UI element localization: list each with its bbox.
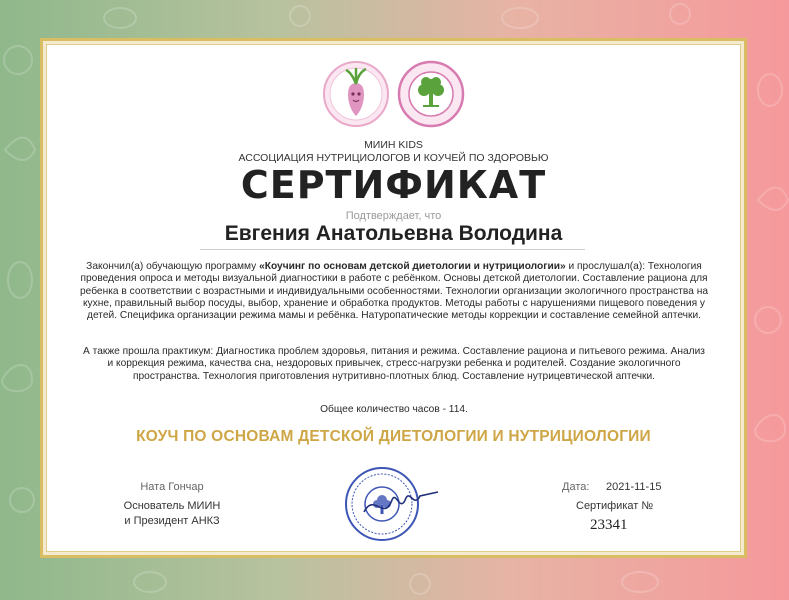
- date-value: 2021-11-15: [606, 481, 662, 493]
- certificate-number: 23341: [590, 517, 628, 533]
- total-hours: Общее количество часов - 114.: [320, 404, 468, 415]
- program-description: [80, 261, 708, 322]
- signatory-role-line2: и Президент АНКЗ: [124, 515, 220, 527]
- practicum-description: А также прошла практикум: Диагностика проблем здоровья, питания и режима. Составление рациона и питьевого режима. Анализ и коррекция режима, качества сна, нездоровых привычек, стресс-нагрузки ребенка и родителей. Создание экологичного пространства. Технология приготовления нутритивно-плотных блюд. Составление нутрицевтической аптечки.: [83, 346, 705, 382]
- signatory-role-line1: Основатель МИИН: [123, 500, 221, 512]
- seal-stamp: [344, 462, 440, 546]
- confirms-text: Подтверждает, что: [345, 210, 442, 222]
- recipient-underline: [200, 249, 585, 250]
- program-prefix: Закончил(а) обучающую программу: [86, 261, 260, 272]
- signatory-name: Ната Гончар: [140, 481, 204, 493]
- association-logo: [395, 58, 467, 130]
- specialty-title: КОУЧ ПО ОСНОВАМ ДЕТСКОЙ ДИЕТОЛОГИИ И НУТРИЦИОЛОГИИ: [136, 428, 651, 445]
- org-short-name: МИИН KIDS: [364, 139, 423, 151]
- program-name: «Коучинг по основам детской диетологии и нутрициологии»: [259, 261, 566, 272]
- program-topics: и прослушал(а): Технология проведения опроса и методы визуальной диагностики в работе с ребёнком. Основы детской диетологии. Составление рациона для ребенка в соответствии с возрастными и индивидуальными особенностями. Технологии организации экологичного пространства на кухне, правильный выбор посуды, выбор, хранение и обработка продуктов. Методы работы с нарушениями пищевого поведения у детей. Специфика организации режима мамы и ребёнка. Натуропатические методы коррекции и составление семейной аптечки.: [80, 261, 709, 322]
- signatory-role: [102, 499, 242, 529]
- recipient-name: Евгения Анатольевна Володина: [224, 222, 563, 245]
- miin-kids-logo: [320, 58, 392, 130]
- certificate-title: СЕРТИФИКАТ: [240, 163, 547, 207]
- date-label: Дата:: [562, 481, 590, 493]
- certificate-number-label: Сертификат №: [576, 500, 654, 512]
- org-full-name: АССОЦИАЦИЯ НУТРИЦИОЛОГОВ И КОУЧЕЙ ПО ЗДОРОВЬЮ: [238, 152, 549, 164]
